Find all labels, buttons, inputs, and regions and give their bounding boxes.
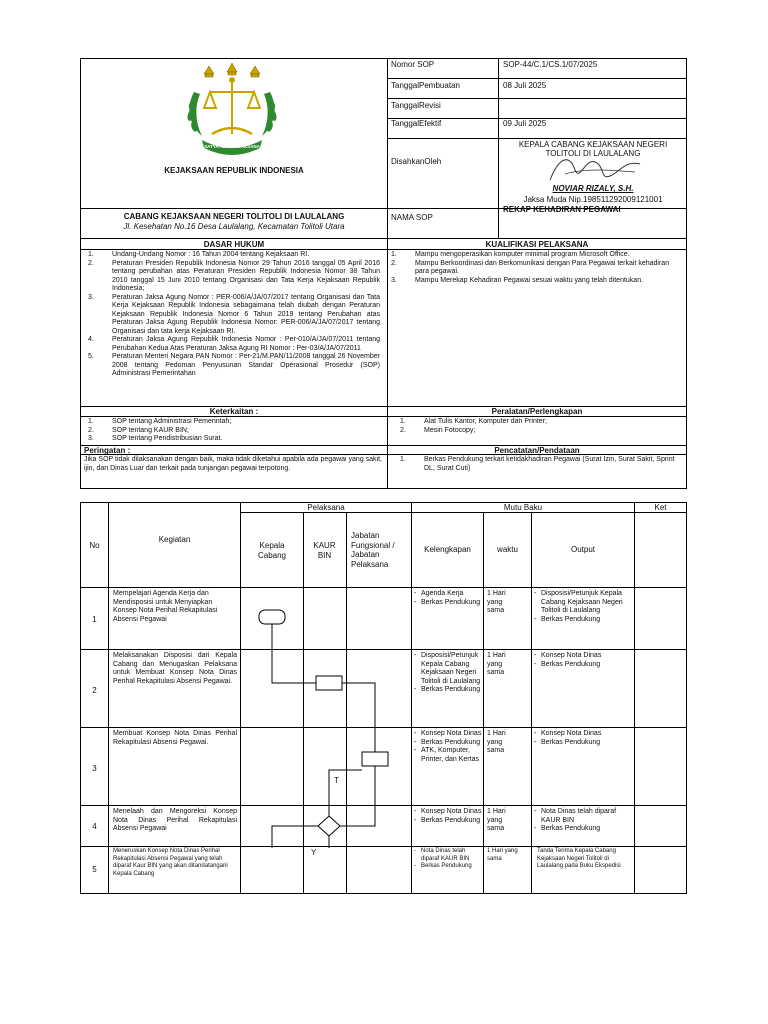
peringatan-text: Jika SOP tidak dilaksanakan dengan baik, maka tidak diketahui apabila ada pegawai yang sakit, ijin, dan Dinas Luar dan terkait pada tunjangan pegawai terpotong. bbox=[84, 456, 382, 472]
row-no: 3 bbox=[92, 764, 97, 773]
dasar-hukum-title: DASAR HUKUM bbox=[203, 240, 265, 249]
peralatan-item: 1. Alat Tulis Kantor, Komputer dan Printer; bbox=[400, 418, 547, 425]
flow-connector bbox=[272, 826, 318, 848]
col-header-kepala-cabang: Kepala Cabang bbox=[257, 541, 287, 560]
col-header-kaur-bin: KAUR BIN bbox=[313, 541, 336, 560]
emblem-motto: SATYA ADHI WICAKSANA bbox=[204, 144, 260, 149]
col-header-jabatan: Jabatan Fungsional / Jabatan Pelaksana bbox=[351, 531, 395, 569]
row-waktu: 1 Hari yang sama bbox=[487, 730, 506, 754]
keterkaitan-item: 3. SOP tentang Pendistribusian Surat. bbox=[88, 435, 223, 442]
flow-start-terminal bbox=[259, 610, 285, 624]
col-header-no: No bbox=[89, 541, 100, 550]
row-waktu: 1 Hari yang sama bbox=[487, 848, 518, 862]
signer-name: NOVIAR RIZALY, S.H. bbox=[552, 184, 634, 193]
flow-label-tidak: T bbox=[334, 776, 339, 785]
row-kegiatan: Melaksanakan Disposisi dari Kepala Cabang dan Menugaskan Pelaksana untuk Membuat Konsep Nota Dinas Perihal Rekapitulasi Absensi Pegawai. bbox=[113, 652, 237, 685]
flow-label-ya: Y bbox=[311, 848, 317, 857]
row-kelengkapan: - Konsep Nota Dinas - Berkas Pendukung bbox=[414, 808, 482, 825]
signer-title-1: KEPALA CABANG KEJAKSAAN NEGERI bbox=[518, 140, 668, 149]
row-kelengkapan: - Nota Dinas telah diparaf KAUR BIN - Berkas Pendukung bbox=[414, 848, 482, 871]
row-kelengkapan: - Agenda Kerja - Berkas Pendukung bbox=[414, 590, 482, 607]
dasar-hukum-item: 1. Undang-Undang Nomor : 16 Tahun 2004 tentang Kejaksaan RI. bbox=[88, 251, 310, 258]
dasar-hukum-item: 2. Peraturan Presiden Republik Indonesia Nomor 29 Tahun 2016 tanggal 05 April 2016 tentang perubahan atas Peraturan Presiden Republik Indonesia Nomor 38 Tahun 2010 tanggal 15 Juni 2010 tentang Organisasi dan Tata Kerja Kejaksaan Republik Indonesia; bbox=[88, 259, 380, 292]
kejaksaan-emblem bbox=[172, 62, 292, 162]
row-output: - Konsep Nota Dinas - Berkas Pendukung bbox=[534, 730, 630, 747]
flow-connector bbox=[272, 624, 316, 683]
dasar-hukum-item: 5. Peraturan Menteri Negara PAN Nomor : Per-21/M.PAN/11/2008 tanggal 26 November 2008 tentang Pedoman Penyusunan Standar Operasional Prosedur (SOP) Administrasi Pemerintahan bbox=[88, 353, 380, 377]
flow-process-pelaksana bbox=[362, 752, 388, 766]
signer-rank: Jaksa Muda Nip.198511292009121001 bbox=[523, 195, 663, 204]
col-header-kegiatan: Kegiatan bbox=[158, 535, 191, 544]
row-output: Tanda Terima Kepala Cabang Kejaksaan Negeri Tolitoli di Laulalang pada Buku Ekspedisi bbox=[537, 848, 621, 869]
field-value-tanggal-efektif: 09 Juli 2025 bbox=[503, 119, 547, 128]
row-no: 2 bbox=[92, 686, 97, 695]
peralatan-list bbox=[400, 418, 680, 435]
col-header-pelaksana: Pelaksana bbox=[307, 503, 345, 512]
row-waktu: 1 Hari yang sama bbox=[487, 808, 506, 832]
dasar-hukum-item: 3. Peraturan Jaksa Agung Nomor : PER-006/A/JA/07/2017 tentang Organisasi dan Tata Kerja Kejaksaan Republik Indonesia sebagaimana telah diubah dengan Peraturan Kejaksaan Republik Indonesia Nomor 6 Tahun 2019 tentang Perubahan atas Peraturan Jaksa Agung Republik Indonesia Nomor: PER-006/A/JA/07/2017 tentang Organisasi dan tata kerja Kejaksaan RI. bbox=[88, 293, 380, 335]
keterkaitan-title: Keterkaitan : bbox=[209, 407, 259, 416]
pencatatan-list bbox=[400, 456, 682, 473]
peringatan-title: Peringatan : bbox=[84, 446, 131, 455]
nama-sop-label: NAMA SOP bbox=[391, 213, 433, 222]
flowchart bbox=[240, 600, 412, 860]
field-label-tanggal-revisi: TanggalRevisi bbox=[391, 101, 441, 110]
peralatan-title: Peralatan/Perlengkapan bbox=[491, 407, 583, 416]
row-kegiatan: Mempelajari Agenda Kerja dan Mendisposisi untuk Menyiapkan Konsep Nota Perihal Rekapitulasi Absensi Pegawai bbox=[113, 590, 218, 623]
keterkaitan-list bbox=[88, 418, 380, 444]
pencatatan-item: 1. Berkas Pendukung terkait ketidakhadiran Pegawai (Surat Izin, Surat Sakit, Sprint DL, Surat Cuti) bbox=[400, 456, 675, 472]
col-header-output: Output bbox=[570, 545, 595, 554]
flow-connector bbox=[340, 766, 375, 826]
field-value-tanggal-pembuatan: 08 Juli 2025 bbox=[503, 81, 547, 90]
row-kelengkapan: - Disposisi/Petunjuk Kepala Cabang Kejaksaan Negeri Tolitoli di Laulalang - Berkas Pendukung bbox=[414, 652, 482, 695]
kualifikasi-item: 2. Mampu Berkoordinasi dan Berkomunikasi dengan Para Pegawai terkait kehadiran para pegawai. bbox=[391, 259, 670, 275]
nama-sop-value: REKAP KEHADIRAN PEGAWAI bbox=[503, 205, 621, 214]
branch-address: Jl. Kesehatan No.16 Desa Laulalang, Kecamatan Tolitoli Utara bbox=[123, 222, 345, 231]
col-header-kelengkapan: Kelengkapan bbox=[424, 545, 471, 554]
row-waktu: 1 Hari yang sama bbox=[487, 652, 506, 676]
kualifikasi-item: 1. Mampu mengoperasikan komputer minimal program Microsoft Office. bbox=[391, 251, 630, 258]
row-kegiatan: Membuat Konsep Nota Dinas Perihal Rekapitulasi Absensi Pegawai. bbox=[113, 730, 237, 746]
org-name: KEJAKSAAN REPUBLIK INDONESIA bbox=[164, 166, 304, 175]
row-no: 4 bbox=[92, 822, 97, 831]
pencatatan-title: Pencatatan/Pendataan bbox=[494, 446, 580, 455]
dasar-hukum-list bbox=[88, 251, 380, 379]
col-header-waktu: waktu bbox=[497, 545, 518, 554]
signature-scribble bbox=[540, 150, 650, 188]
flow-decision-kaur-bin bbox=[318, 816, 340, 836]
col-header-ket: Ket bbox=[654, 503, 667, 512]
field-label-tanggal-efektif: TanggalEfektif bbox=[391, 119, 442, 128]
row-output: - Konsep Nota Dinas - Berkas Pendukung bbox=[534, 652, 630, 669]
keterkaitan-item: 1. SOP tentang Administrasi Pemerintah; bbox=[88, 418, 232, 425]
peralatan-item: 2. Mesin Fotocopy; bbox=[400, 426, 476, 434]
row-kegiatan: Meneruskan Konsep Nota Dinas Perihal Rekapitulasi Absensi Pegawai yang telah diparaf Kaur BIN yang akan ditandatangani Kepala Cabang bbox=[113, 848, 228, 877]
disahkan-label: DisahkanOleh bbox=[391, 157, 442, 166]
col-header-mutu-baku: Mutu Baku bbox=[503, 503, 543, 512]
flow-connector bbox=[342, 683, 375, 752]
keterkaitan-item: 2. SOP tentang KAUR BIN; bbox=[88, 426, 189, 434]
row-output: - Nota Dinas telah diparaf KAUR BIN - Berkas Pendukung bbox=[534, 808, 630, 834]
signer-title-2: TOLITOLI DI LAULALANG bbox=[545, 149, 641, 158]
branch-name: CABANG KEJAKSAAN NEGERI TOLITOLI DI LAULALANG bbox=[123, 212, 345, 221]
dasar-hukum-item: 4. Peraturan Jaksa Agung Republik Indonesia Nomor : Per-010/A/JA/07/2011 tentang Perubahan Kedua Atas Peraturan Jaksa Agung RI Nomor : Per-03/A/JA/07/2011 bbox=[88, 336, 380, 352]
row-kelengkapan: - Konsep Nota Dinas - Berkas Pendukung - ATK, Komputer, Printer, dan Kertas bbox=[414, 730, 482, 764]
field-label-nomor-sop: Nomor SOP bbox=[391, 60, 435, 69]
row-no: 5 bbox=[92, 865, 97, 874]
row-waktu: 1 Hari yang sama bbox=[487, 590, 506, 614]
field-value-nomor-sop: SOP-44/C.1/CS.1/07/2025 bbox=[503, 60, 598, 69]
row-output: - Disposisi/Petunjuk Kepala Cabang Kejaksaan Negeri Tolitoli di Laulalang - Berkas Pendukung bbox=[534, 590, 630, 624]
kualifikasi-list bbox=[391, 251, 681, 285]
kualifikasi-item: 3. Mampu Merekap Kehadiran Pegawai sesuai waktu yang telah ditentukan. bbox=[391, 276, 644, 284]
row-kegiatan: Menelaah dan Mengoreksi Konsep Nota Dinas Perihal Rekapitulasi Absensi Pegawai bbox=[113, 808, 237, 832]
field-label-tanggal-pembuatan: TanggalPembuatan bbox=[391, 81, 460, 90]
flow-process-kaur-bin bbox=[316, 676, 342, 690]
kualifikasi-title: KUALIFIKASI PELAKSANA bbox=[485, 240, 589, 249]
row-no: 1 bbox=[92, 615, 97, 624]
